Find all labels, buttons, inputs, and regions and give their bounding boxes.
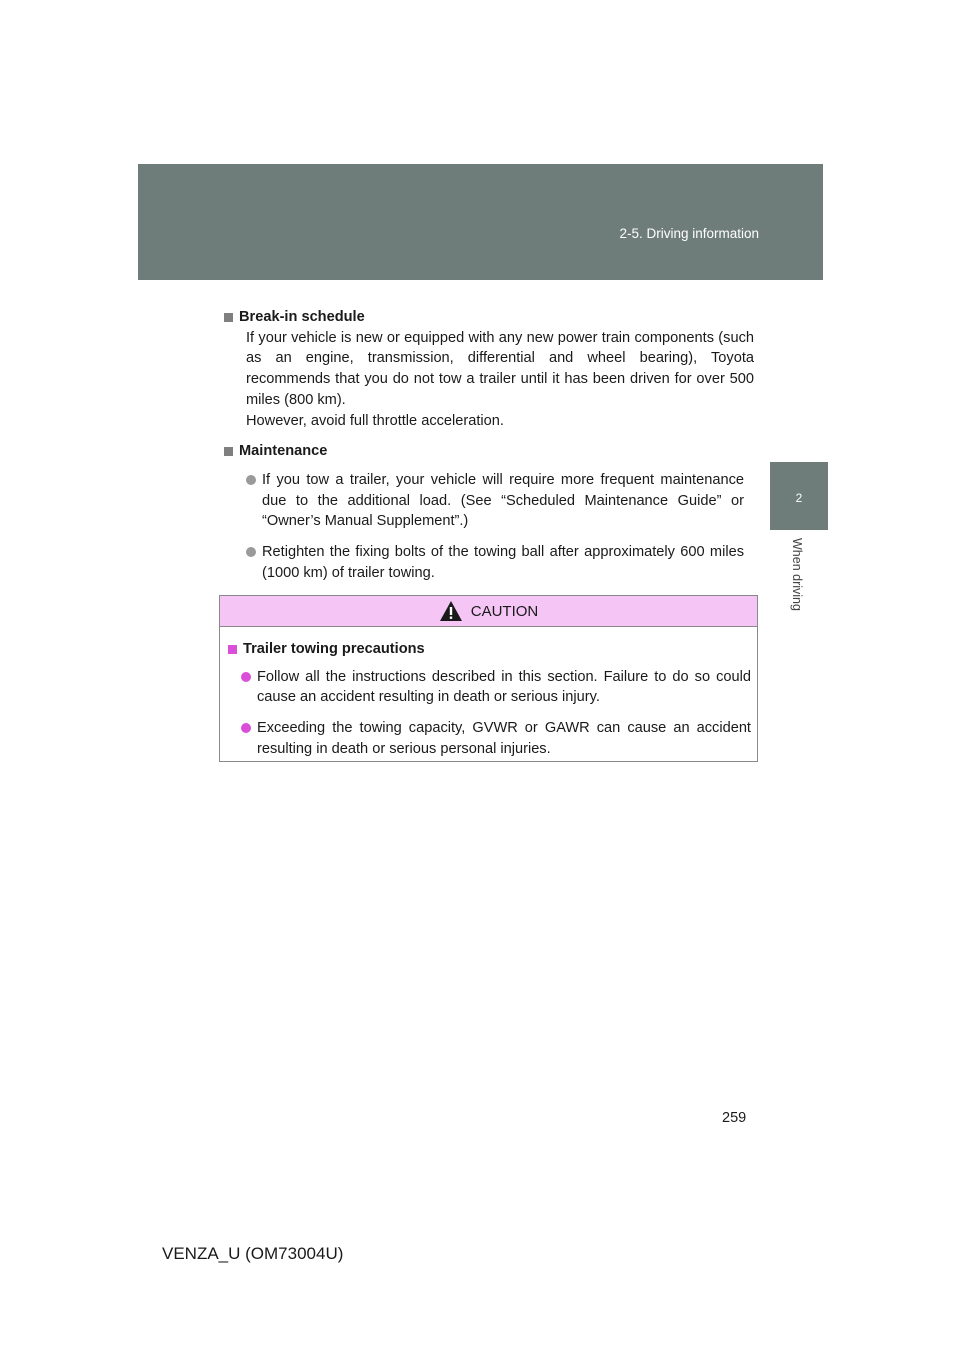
caution-heading [228, 639, 751, 660]
square-bullet-icon [228, 645, 237, 654]
list-item: If you tow a trailer, your vehicle will require more frequent maintenance due to the additional load. (See “Scheduled Maintenance Guide” or “Owner’s Manual Supplement”.) [246, 470, 754, 532]
square-bullet-icon [224, 447, 233, 456]
circle-bullet-icon [241, 672, 251, 682]
circle-bullet-icon [241, 723, 251, 733]
caution-box [219, 595, 758, 762]
break-in-title: Break-in schedule [239, 309, 365, 325]
section-title: 2-5. Driving information [619, 226, 759, 241]
page-number: 259 [722, 1110, 747, 1126]
circle-bullet-icon [246, 475, 256, 485]
break-in-paragraph-2: However, avoid full throttle acceleration. [246, 412, 504, 429]
maintenance-heading [224, 441, 754, 462]
break-in-paragraph-1: If your vehicle is new or equipped with any new power train components (such as an engine, transmission, differential and wheel bearing), Toyota recommends that you do not tow a trailer until it has been driven for over 500 miles (800 km). [246, 329, 754, 408]
caution-list [241, 667, 751, 760]
chapter-number: 2 [795, 491, 803, 505]
list-item: Exceeding the towing capacity, GVWR or GAWR can cause an accident resulting in death or serious personal injuries. [241, 718, 751, 759]
maintenance-title: Maintenance [239, 443, 328, 460]
caution-header [220, 596, 757, 627]
chapter-header [138, 164, 823, 280]
square-bullet-icon [224, 313, 233, 322]
list-item: Retighten the fixing bolts of the towing ball after approximately 600 miles (1000 km) of trailer towing. [246, 542, 754, 583]
caution-body [220, 627, 757, 760]
break-in-body [246, 328, 754, 432]
warning-triangle-icon [439, 600, 463, 622]
chapter-tab[interactable] [770, 462, 828, 530]
caution-title: Trailer towing precautions [243, 641, 425, 657]
chapter-label: When driving [790, 538, 804, 611]
list-item: Follow all the instructions described in this section. Failure to do so could cause an accident resulting in death or serious injury. [241, 667, 751, 708]
maintenance-list [246, 470, 754, 584]
main-content [224, 307, 754, 593]
circle-bullet-icon [246, 547, 256, 557]
break-in-heading [224, 307, 754, 328]
document-footer: VENZA_U (OM73004U) [162, 1244, 344, 1263]
caution-label: CAUTION [470, 602, 539, 620]
